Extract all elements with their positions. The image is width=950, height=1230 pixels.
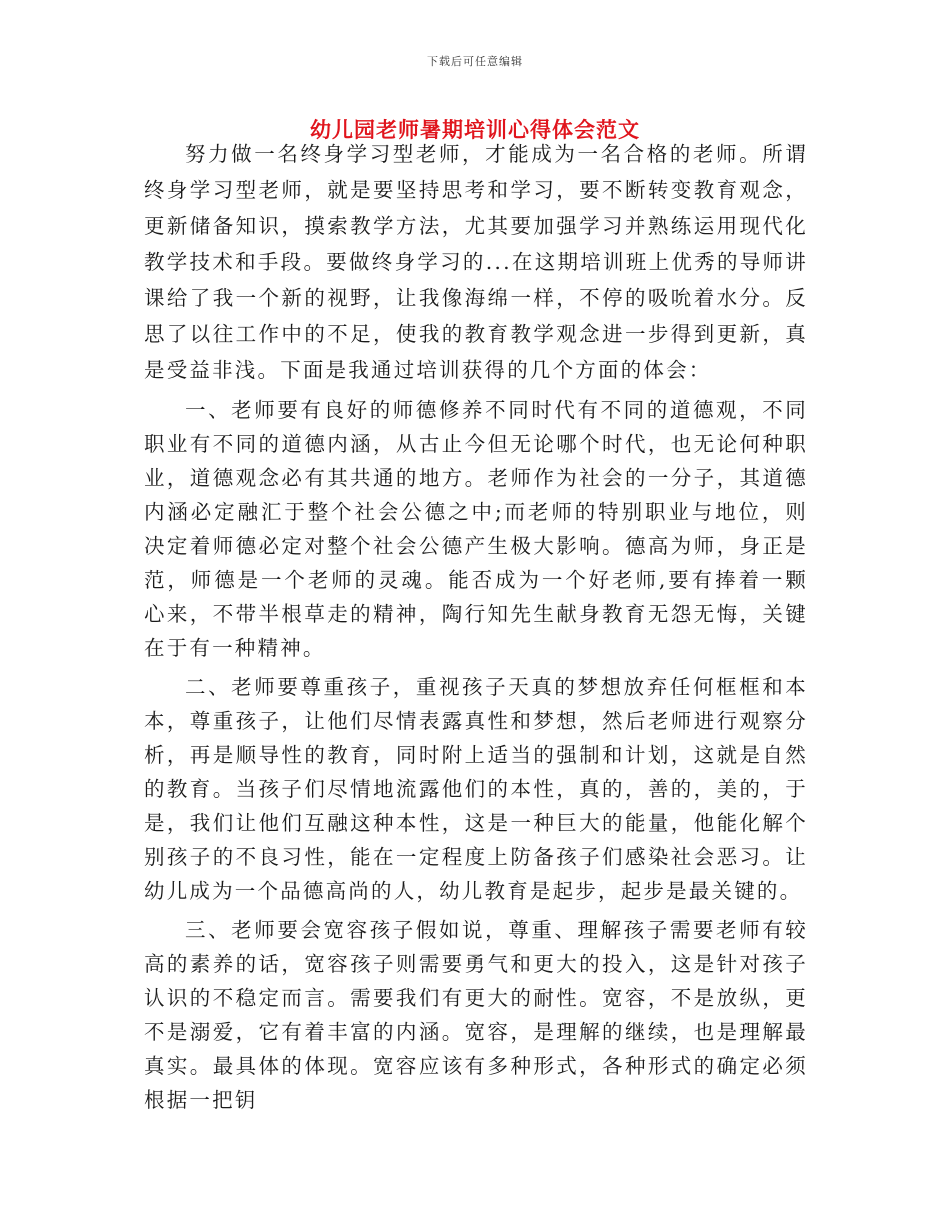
paragraph-section-2: 二、老师要尊重孩子，重视孩子天真的梦想放弃任何框框和本本，尊重孩子，让他们尽情表露真性和梦想，然后老师进行观察分析，再是顺导性的教育，同时附上适当的强制和计划，这就是自然的教育。当孩子们尽情地流露他们的本性，真的，善的，美的，于是，我们让他们互融这种本性，这是一种巨大的能量，他能化解个别孩子的不良习性，能在一定程度上防备孩子们感染社会恶习。让幼儿成为一个品德高尚的人，幼儿教育是起步，起步是最关键的。	[144, 675, 808, 903]
paragraph-section-3: 三、老师要会宽容孩子假如说，尊重、理解孩子需要老师有较高的素养的话，宽容孩子则需要勇气和更大的投入，这是针对孩子认识的不稳定而言。需要我们有更大的耐性。宽容，不是放纵，更不是溺爱，它有着丰富的内涵。宽容，是理解的继续，也是理解最真实。最具体的体现。宽容应该有多种形式，各种形式的确定必须根据一把钥	[144, 918, 808, 1112]
document-body	[144, 136, 808, 1117]
paragraph-section-1: 一、老师要有良好的师德修养不同时代有不同的道德观，不同职业有不同的道德内涵，从古止今但无论哪个时代，也无论何种职业，道德观念必有其共通的地方。老师作为社会的一分子，其道德内涵必定融汇于整个社会公德之中;而老师的特别职业与地位，则决定着师德必定对整个社会公德产生极大影响。德高为师，身正是范，师德是一个老师的灵魂。能否成为一个好老师,要有捧着一颗心来，不带半根草走的精神，陶行知先生献身教育无怨无悔，关键在于有一种精神。	[144, 398, 808, 660]
document-title: 幼儿园老师暑期培训心得体会范文	[310, 117, 640, 142]
paragraph-intro: 努力做一名终身学习型老师，才能成为一名合格的老师。所谓终身学习型老师，就是要坚持思考和学习，要不断转变教育观念，更新储备知识，摸索教学方法，尤其要加强学习并熟练运用现代化教学技术和手段。要做终身学习的...在这期培训班上优秀的导师讲课给了我一个新的视野，让我像海绵一样，不停的吸吮着水分。反思了以往工作中的不足，使我的教育教学观念进一步得到更新，真是受益非浅。下面是我通过培训获得的几个方面的体会：	[144, 142, 808, 382]
header-note: 下载后可任意编辑	[427, 55, 523, 68]
